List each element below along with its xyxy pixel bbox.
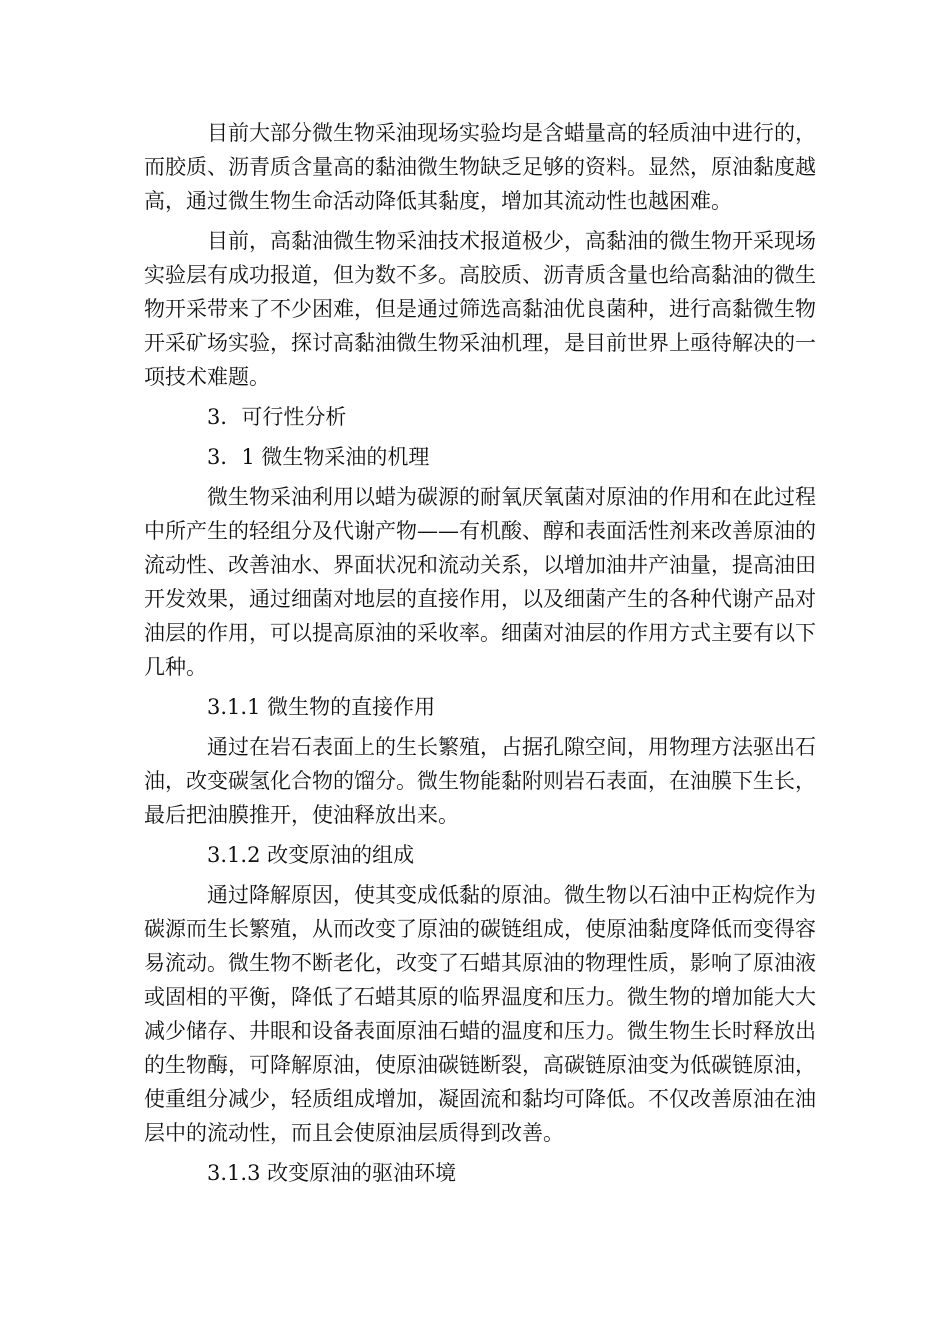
paragraph-direct-action: 通过在岩石表面上的生长繁殖，占据孔隙空间，用物理方法驱出石油，改变碳氢化合物的馏分。微生物能黏附则岩石表面，在油膜下生长，最后把油膜推开，使油释放出来。: [144, 735, 816, 827]
heading-oil-composition: 3.1.2 改变原油的组成: [207, 843, 415, 867]
heading-feasibility-analysis: 3．可行性分析: [207, 405, 347, 429]
paragraph-high-viscosity-oil: 目前，高黏油微生物采油技术报道极少，高黏油的微生物开采现场实验层有成功报道，但为数不多。高胶质、沥青质含量也给高黏油的微生物开采带来了不少困难，但是通过筛选高黏油优良菌种，进行高黏微生物开采矿场实验，探讨高黏油微生物采油机理，是目前世界上亟待解决的一项技术难题。: [144, 229, 816, 389]
paragraph-intro-light-oil: 目前大部分微生物采油现场实验均是含蜡量高的轻质油中进行的，而胶质、沥青质含量高的黏油微生物缺乏足够的资料。显然，原油黏度越高，通过微生物生命活动降低其黏度，增加其流动性也越困难。: [144, 121, 816, 213]
heading-displacement-environment: 3.1.3 改变原油的驱油环境: [207, 1161, 457, 1185]
document-body: [144, 116, 816, 1196]
heading-mechanism: 3．1 微生物采油的机理: [207, 445, 430, 469]
paragraph-mechanism: 微生物采油利用以蜡为碳源的耐氧厌氧菌对原油的作用和在此过程中所产生的轻组分及代谢产物——有机酸、醇和表面活性剂来改善原油的流动性、改善油水、界面状况和流动关系，以增加油井产油量，提高油田开发效果，通过细菌对地层的直接作用，以及细菌产生的各种代谢产品对油层的作用，可以提高原油的采收率。细菌对油层的作用方式主要有以下几种。: [144, 485, 816, 679]
heading-direct-action: 3.1.1 微生物的直接作用: [207, 695, 436, 719]
paragraph-oil-composition: 通过降解原因，使其变成低黏的原油。微生物以石油中正构烷作为碳源而生长繁殖，从而改变了原油的碳链组成，使原油黏度降低而变得容易流动。微生物不断老化，改变了石蜡其原油的物理性质，影响了原油液或固相的平衡，降低了石蜡其原的临界温度和压力。微生物的增加能大大减少储存、井眼和设备表面原油石蜡的温度和压力。微生物生长时释放出的生物酶，可降解原油，使原油碳链断裂，高碳链原油变为低碳链原油，使重组分减少，轻质组成增加，凝固流和黏均可降低。不仅改善原油在油层中的流动性，而且会使原油层质得到改善。: [144, 883, 816, 1145]
